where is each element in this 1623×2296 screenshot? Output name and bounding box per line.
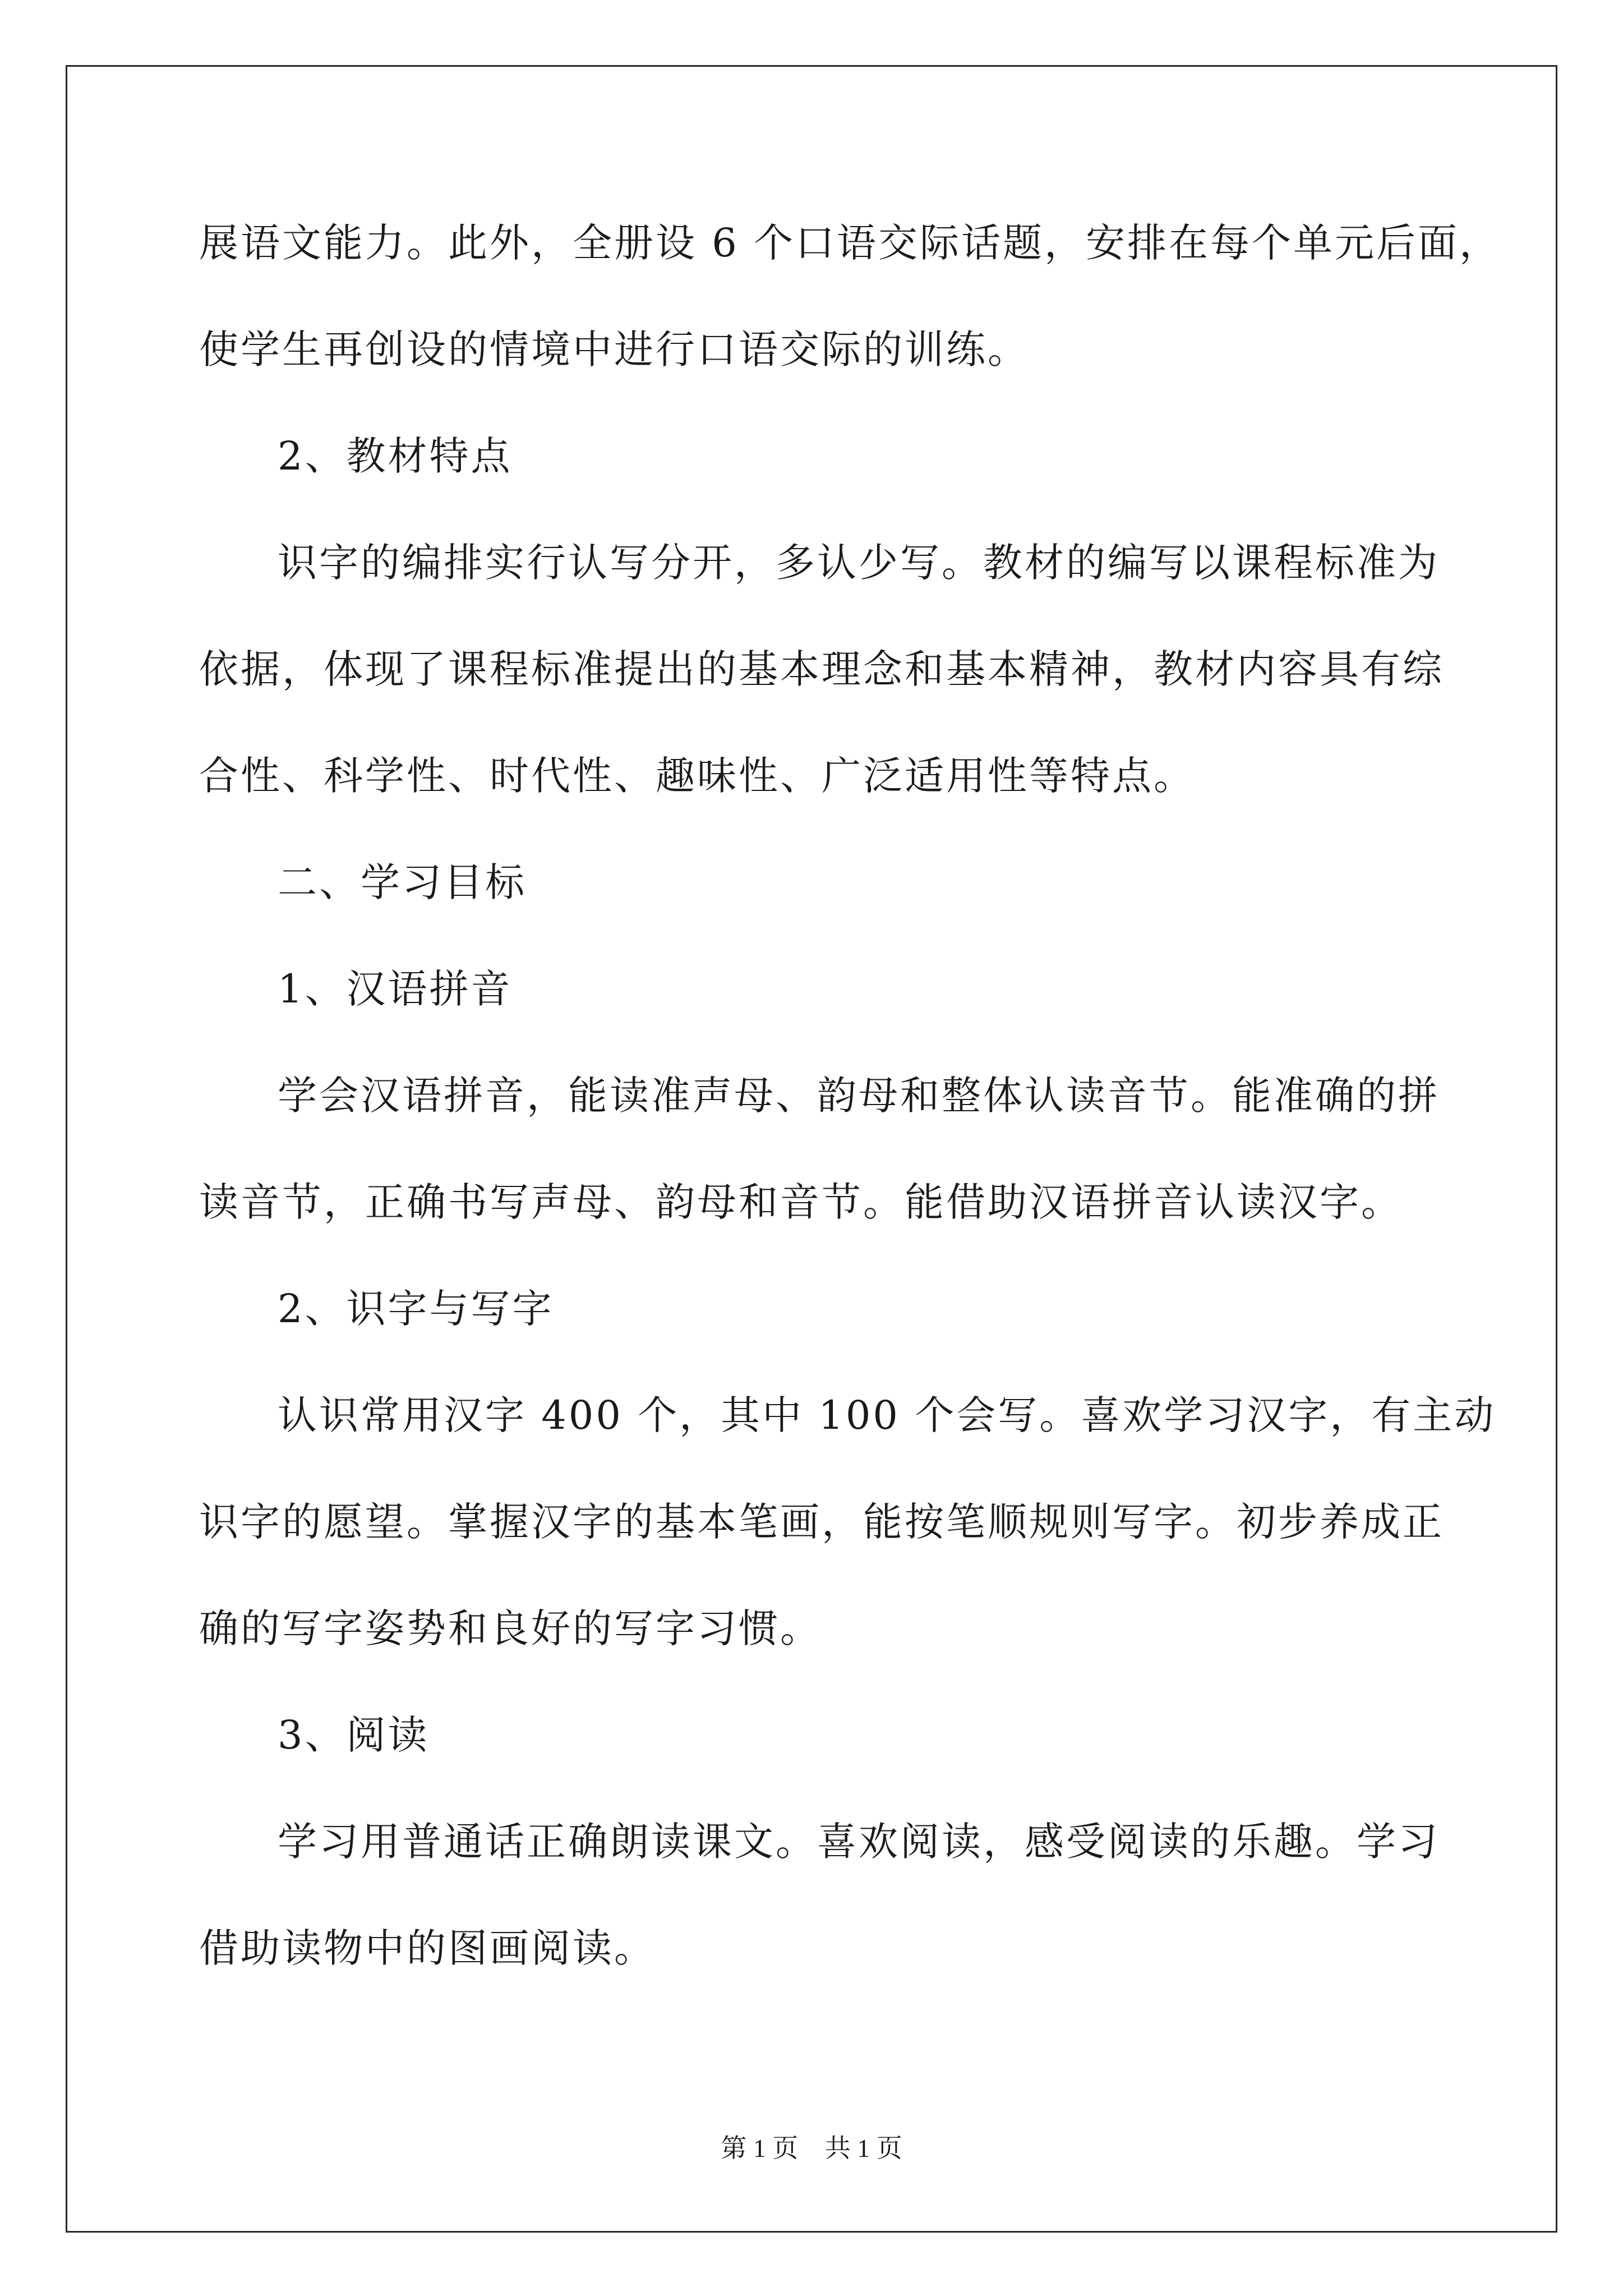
- paragraph-line: 学会汉语拼音，能读准声母、韵母和整体认读音节。能准确的拼: [278, 1073, 1440, 1119]
- section-heading: 二、学习目标: [278, 859, 527, 905]
- paragraph-line: 学习用普通话正确朗读课文。喜欢阅读，感受阅读的乐趣。学习: [278, 1819, 1440, 1865]
- section-heading: 1、汉语拼音: [278, 966, 513, 1012]
- section-heading: 2、识字与写字: [278, 1286, 554, 1332]
- page-border: [66, 65, 1557, 2233]
- total-pages: 共 1 页: [824, 2134, 902, 2162]
- page-number: 第 1 页: [721, 2134, 799, 2162]
- paragraph-line: 识字的愿望。掌握汉字的基本笔画，能按笔顺规则写字。初步养成正: [199, 1499, 1444, 1545]
- paragraph-line: 识字的编排实行认写分开，多认少写。教材的编写以课程标准为: [278, 540, 1440, 586]
- page-footer: [0, 2132, 1623, 2165]
- paragraph-line: 读音节，正确书写声母、韵母和音节。能借助汉语拼音认读汉字。: [199, 1179, 1403, 1225]
- paragraph-line: 展语文能力。此外，全册设 6 个口语交际话题，安排在每个单元后面，: [199, 220, 1501, 266]
- paragraph-line: 认识常用汉字 400 个，其中 100 个会写。喜欢学习汉字，有主动: [278, 1392, 1496, 1438]
- paragraph-line: 确的写字姿势和良好的写字习惯。: [199, 1605, 822, 1651]
- paragraph-line: 依据，体现了课程标准提出的基本理念和基本精神，教材内容具有综: [199, 646, 1444, 692]
- paragraph-line: 合性、科学性、时代性、趣味性、广泛适用性等特点。: [199, 753, 1195, 799]
- section-heading: 3、阅读: [278, 1712, 430, 1758]
- paragraph-line: 借助读物中的图画阅读。: [199, 1925, 656, 1971]
- section-heading: 2、教材特点: [278, 433, 513, 479]
- paragraph-line: 使学生再创设的情境中进行口语交际的训练。: [199, 326, 1029, 372]
